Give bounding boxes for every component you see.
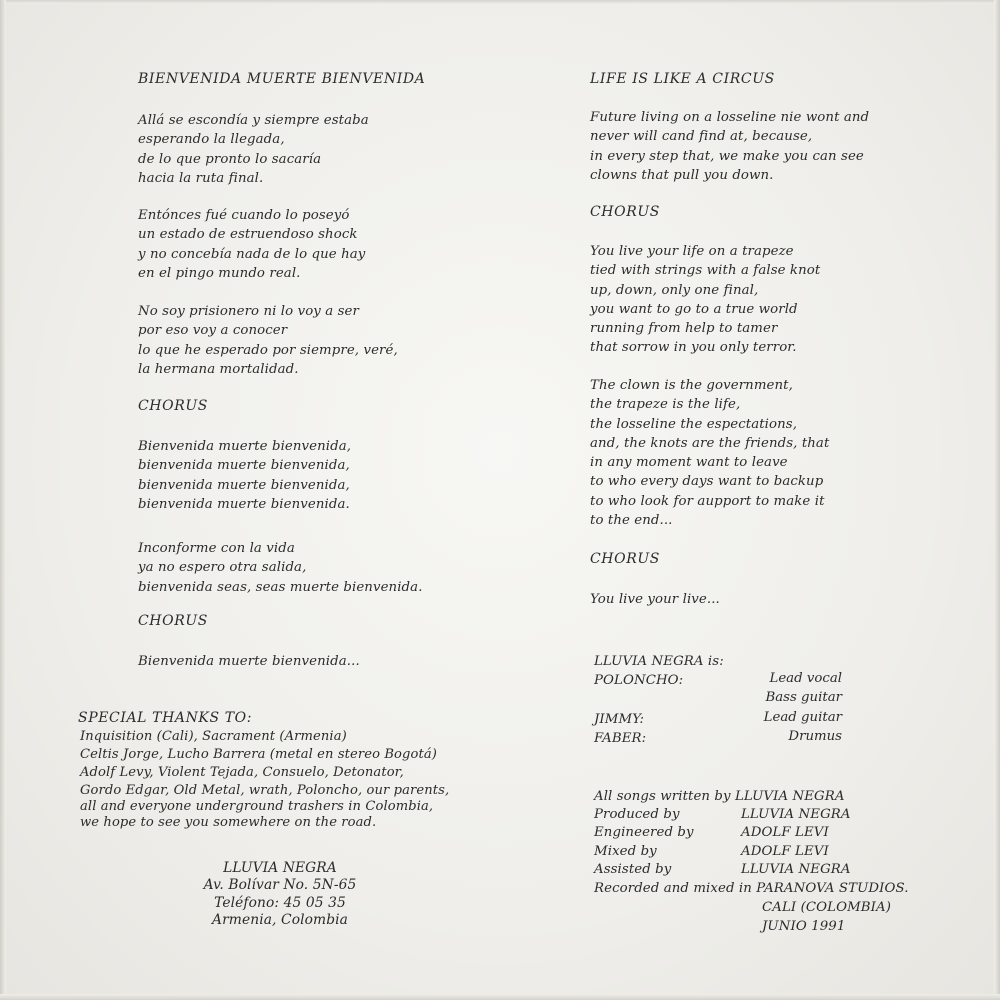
member-role: Lead vocal: [769, 671, 842, 686]
lyric-line: and, the knots are the friends, that: [590, 435, 830, 451]
right-verse-1: [590, 108, 869, 185]
member-name-faber: FABER:: [594, 731, 647, 746]
right-chorus: [590, 242, 820, 358]
address-city: Armenia, Colombia: [212, 911, 348, 928]
credit-value: ADOLF LEVI: [741, 843, 829, 859]
lyric-line: up, down, only one final,: [590, 282, 759, 298]
right-chorus-label-1: CHORUS: [590, 204, 660, 220]
lyric-line: Inconforme con la vida: [138, 541, 295, 556]
credits-values: [741, 806, 851, 879]
lyric-line: en el pingo mundo real.: [138, 265, 301, 281]
lyric-line: por eso voy a conocer: [138, 323, 288, 339]
credit-value: ADOLF LEVI: [741, 825, 829, 841]
lyric-line: bienvenida muerte bienvenida.: [138, 496, 350, 512]
left-verse-3: [138, 302, 398, 379]
member-name-poloncho: POLONCHO:: [594, 673, 684, 688]
contact-address: [180, 860, 380, 929]
credits-date: JUNIO 1991: [762, 919, 846, 934]
lyric-line: lo que he esperado por siempre, veré,: [138, 342, 398, 358]
lyric-line: Entónces fué cuando lo poseyó: [138, 208, 350, 223]
left-song-title: BIENVENIDA MUERTE BIENVENIDA: [138, 71, 426, 87]
lyric-line: la hermana mortalidad.: [138, 361, 299, 377]
credit-label: Mixed by: [594, 843, 657, 859]
left-verse-1: [138, 111, 369, 188]
thanks-line: all and everyone underground trashers in Colombia,: [80, 799, 434, 815]
member-role: Drumus: [788, 729, 842, 744]
thanks-line: Celtis Jorge, Lucho Barrera (metal en stereo Bogotá): [80, 747, 437, 763]
credit-label: Engineered by: [594, 825, 694, 841]
lyric-line: hacia la ruta final.: [138, 170, 264, 186]
thanks-line: Gordo Edgar, Old Metal, wrath, Poloncho, our parents,: [80, 783, 450, 799]
credit-label: Produced by: [594, 807, 680, 822]
thanks-list: [80, 728, 449, 832]
paper-edge-right: [994, 0, 1000, 1000]
lyric-line: ya no espero otra salida,: [138, 560, 307, 576]
lyric-line: in every step that, we make you can see: [590, 148, 864, 164]
lyric-line: running from help to tamer: [590, 321, 778, 337]
credits-recorded: Recorded and mixed in PARANOVA STUDIOS.: [594, 881, 909, 896]
paper-edge-top: [0, 0, 1000, 4]
lyric-line: you want to go to a true world: [590, 301, 798, 317]
lyric-line: de lo que pronto lo sacaría: [138, 151, 322, 167]
right-chorus-label-2: CHORUS: [590, 551, 660, 567]
lyric-line: Bienvenida muerte bienvenida,: [138, 439, 352, 454]
lyric-line: bienvenida muerte bienvenida,: [138, 458, 350, 474]
left-verse-4: [138, 539, 423, 597]
lyric-line: to the end...: [590, 513, 673, 529]
lyric-line: to who look for aupport to make it: [590, 493, 825, 509]
lyric-line: bienvenida muerte bienvenida,: [138, 477, 350, 493]
credits-labels: [594, 806, 694, 879]
lyric-line: Allá se escondía y siempre estaba: [138, 113, 369, 128]
left-chorus-label-1: CHORUS: [138, 398, 208, 414]
left-chorus: [138, 437, 351, 514]
right-outro: You live your live...: [590, 592, 720, 607]
lyric-line: y no concebía nada de lo que hay: [138, 246, 366, 262]
address-street: Av. Bolívar No. 5N-65: [203, 877, 357, 894]
member-role: Lead guitar: [763, 710, 842, 725]
thanks-line: Adolf Levy, Violent Tejada, Consuelo, Detonator,: [80, 765, 404, 781]
lyric-line: the losseline the espectations,: [590, 416, 798, 432]
address-phone: Teléfono: 45 05 35: [214, 894, 346, 911]
lyric-line: the trapeze is the life,: [590, 397, 741, 413]
lyric-line: bienvenida seas, seas muerte bienvenida.: [138, 579, 423, 595]
thanks-line: we hope to see you somewhere on the road.: [80, 815, 377, 831]
lyric-line: never will cand find at, because,: [590, 129, 813, 145]
member-name-jimmy: JIMMY:: [594, 712, 645, 727]
address-band: LLUVIA NEGRA: [223, 860, 337, 876]
credits-written: All songs written by LLUVIA NEGRA: [594, 789, 845, 804]
thanks-heading: SPECIAL THANKS TO:: [78, 710, 253, 726]
lyric-line: in any moment want to leave: [590, 455, 788, 471]
credits-city: CALI (COLOMBIA): [762, 900, 892, 915]
lyric-line: that sorrow in you only terror.: [590, 340, 797, 356]
lyric-line: esperando la llegada,: [138, 132, 285, 148]
lyric-line: tied with strings with a false knot: [590, 263, 821, 279]
left-verse-2: [138, 206, 365, 283]
lyric-line: un estado de estruendoso shock: [138, 227, 358, 243]
lyric-line: to who every days want to backup: [590, 474, 824, 490]
credit-label: Assisted by: [594, 861, 672, 877]
credit-value: LLUVIA NEGRA: [741, 861, 851, 877]
lyric-line: The clown is the government,: [590, 378, 793, 393]
left-chorus-label-2: CHORUS: [138, 613, 208, 629]
right-song-title: LIFE IS LIKE A CIRCUS: [590, 71, 775, 87]
right-verse-2: [590, 376, 829, 530]
lyric-line: You live your life on a trapeze: [590, 244, 794, 259]
band-heading: LLUVIA NEGRA is:: [594, 654, 724, 669]
credits-block: [594, 788, 845, 806]
lyric-line: Future living on a losseline nie wont and: [590, 110, 870, 125]
lyric-line: clowns that pull you down.: [590, 167, 774, 183]
left-outro: Bienvenida muerte bienvenida...: [138, 654, 360, 669]
paper-edge-left: [0, 0, 6, 1000]
thanks-line: Inquisition (Cali), Sacrament (Armenia): [80, 729, 347, 744]
paper-edge-bottom: [0, 994, 1000, 1000]
lyric-line: No soy prisionero ni lo voy a ser: [138, 304, 359, 319]
member-role: Bass guitar: [765, 690, 842, 705]
credit-value: LLUVIA NEGRA: [741, 807, 851, 822]
